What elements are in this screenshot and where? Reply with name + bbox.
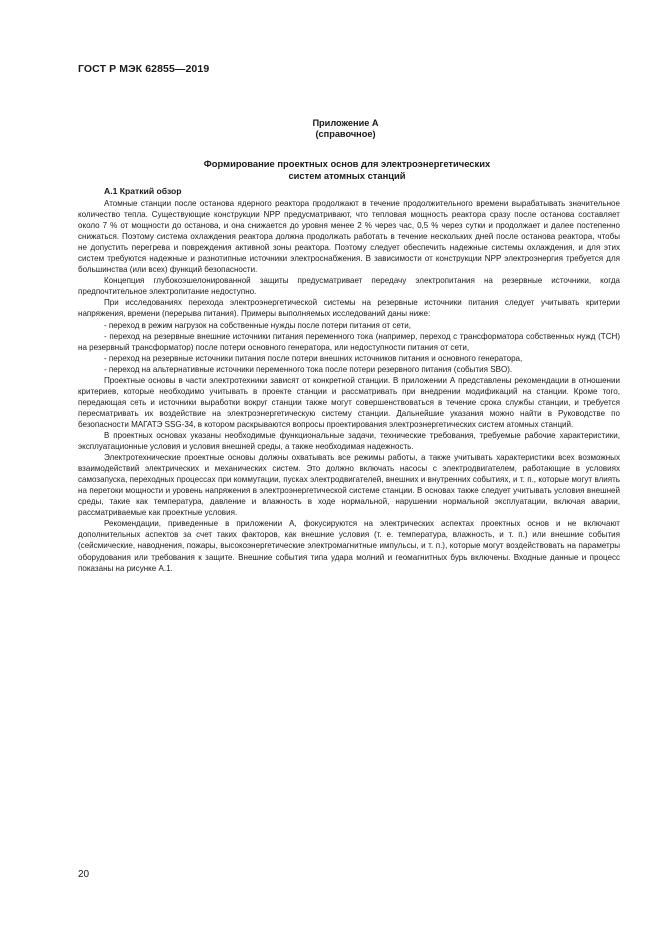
appendix-title-line-1: Формирование проектных основ для электроэнергетических <box>203 158 491 169</box>
list-item: - переход на альтернативные источники переменного тока после потери резервного питания (события SBO). <box>104 364 513 374</box>
section-heading: А.1 Краткий обзор <box>104 186 182 196</box>
paragraph: При исследованиях перехода электроэнергетической системы на резервные источники питания следует учитывать критерии напряжения, времени (перерыва питания). Примеры выполняемых исследований даны ниже: <box>78 298 620 319</box>
appendix-type: (справочное) <box>315 129 376 139</box>
list-item: - переход на резервные источники питания после потери внешних источников питания и основного генератора, <box>104 353 523 363</box>
body-text <box>78 198 620 574</box>
appendix-title <box>108 158 586 181</box>
list-item: - переход в режим нагрузок на собственные нужды после потери питания от сети, <box>104 320 411 330</box>
paragraph: В проектных основах указаны необходимые функциональные задачи, технические требования, требуемые рабочие характеристики, эксплуатационные условия и условия внешней среды, а также необходимая надежность. <box>78 430 620 452</box>
paragraph: Проектные основы в части электротехники зависят от конкретной станции. В приложении А представлены рекомендации в отношении критериев, которые необходимо учитывать в проекте станции и рассматривать при внедрении модификаций на станции. Кроме того, передающая сеть и источники выработки вокруг станции также могут совершенствоваться в течение срока службы станции, и требуется пересматривать их воздействие на электроэнергетическую систему станции. Дальнейшие указания можно найти в Руководстве по безопасности МАГАТЭ SSG-34, в котором раскрываются вопросы проектирования электроэнергетических систем атомных станций. <box>78 375 620 429</box>
paragraph: Концепция глубокоэшелонированной защиты предусматривает передачу электропитания на резервные источники, когда предпочтительное электропитание недоступно. <box>78 276 620 297</box>
document-standard-id: ГОСТ Р МЭК 62855—2019 <box>78 63 210 75</box>
appendix-label: Приложение А <box>312 118 379 128</box>
list-item: - переход на резервные внешние источники питания переменного тока (например, переход с трансформатора собственных нужд (ТСН) на резервный трансформатор) после потери основного генератора, или недоступности питания от сети, <box>78 331 620 352</box>
paragraph: Электротехнические проектные основы должны охватывать все режимы работы, а также учитывать характеристики всех возможных взаимодействий электрических и механических систем. Это должно включать насосы с электродвигателем, работающие в условиях самозапуска, переходных процессах при коммутации, пусках электродвигателей, внешних и внутренних событиях, и т. п., которые могут влиять на перетоки мощности и уровень напряжения в электроэнергетической системе станции. В основах также следует учитывать условия внешней среды, такие как температура, давление и влажность в ходе нормальной, нарушении нормальной эксплуатации, включая аварии, рассматриваемые как проектные условия. <box>78 453 620 518</box>
appendix-title-line-2: систем атомных станций <box>288 169 406 181</box>
paragraph: Рекомендации, приведенные в приложении А, фокусируются на электрических аспектах проектных основ и не включают дополнительных аспектов за счет таких факторов, как внешние условия (т. е. температура, влажность, и т. п.) или внешние события (сейсмические, наводнения, пожары, высокоэнергетические электромагнитные импульсы, и т. п.), которые могут воздействовать на параметры оборудования или требования к защите. Внешние события типа удара молний и геомагнитных бурь включены. Входные данные и процесс показаны на рисунке А.1. <box>78 519 620 573</box>
page-number: 20 <box>78 869 90 880</box>
appendix-block <box>0 118 661 140</box>
paragraph: Атомные станции после останова ядерного реактора продолжают в течение продолжительного времени вырабатывать значительное количество тепла. Существующие конструкции NPP предусматривают, что тепловая мощность реактора сразу после останова составляет около 7 % от мощности до останова, и она снижается до уровня менее 2 % через час, 0,5 % через сутки и продолжает и далее постепенно снижаться. Поэтому система охлаждения реактора должна продолжать работать в течение нескольких дней после останова реактора, чтобы не допустить перегрева и повреждения активной зоны реактора. Поэтому следует обеспечить надежные системы охлаждения, и для этих систем требуются надежные и разнотипные источники электроснабжения. В зависимости от конструкции NPP электроэнергия требуется для большинства (или всех) функций безопасности. <box>78 199 620 275</box>
